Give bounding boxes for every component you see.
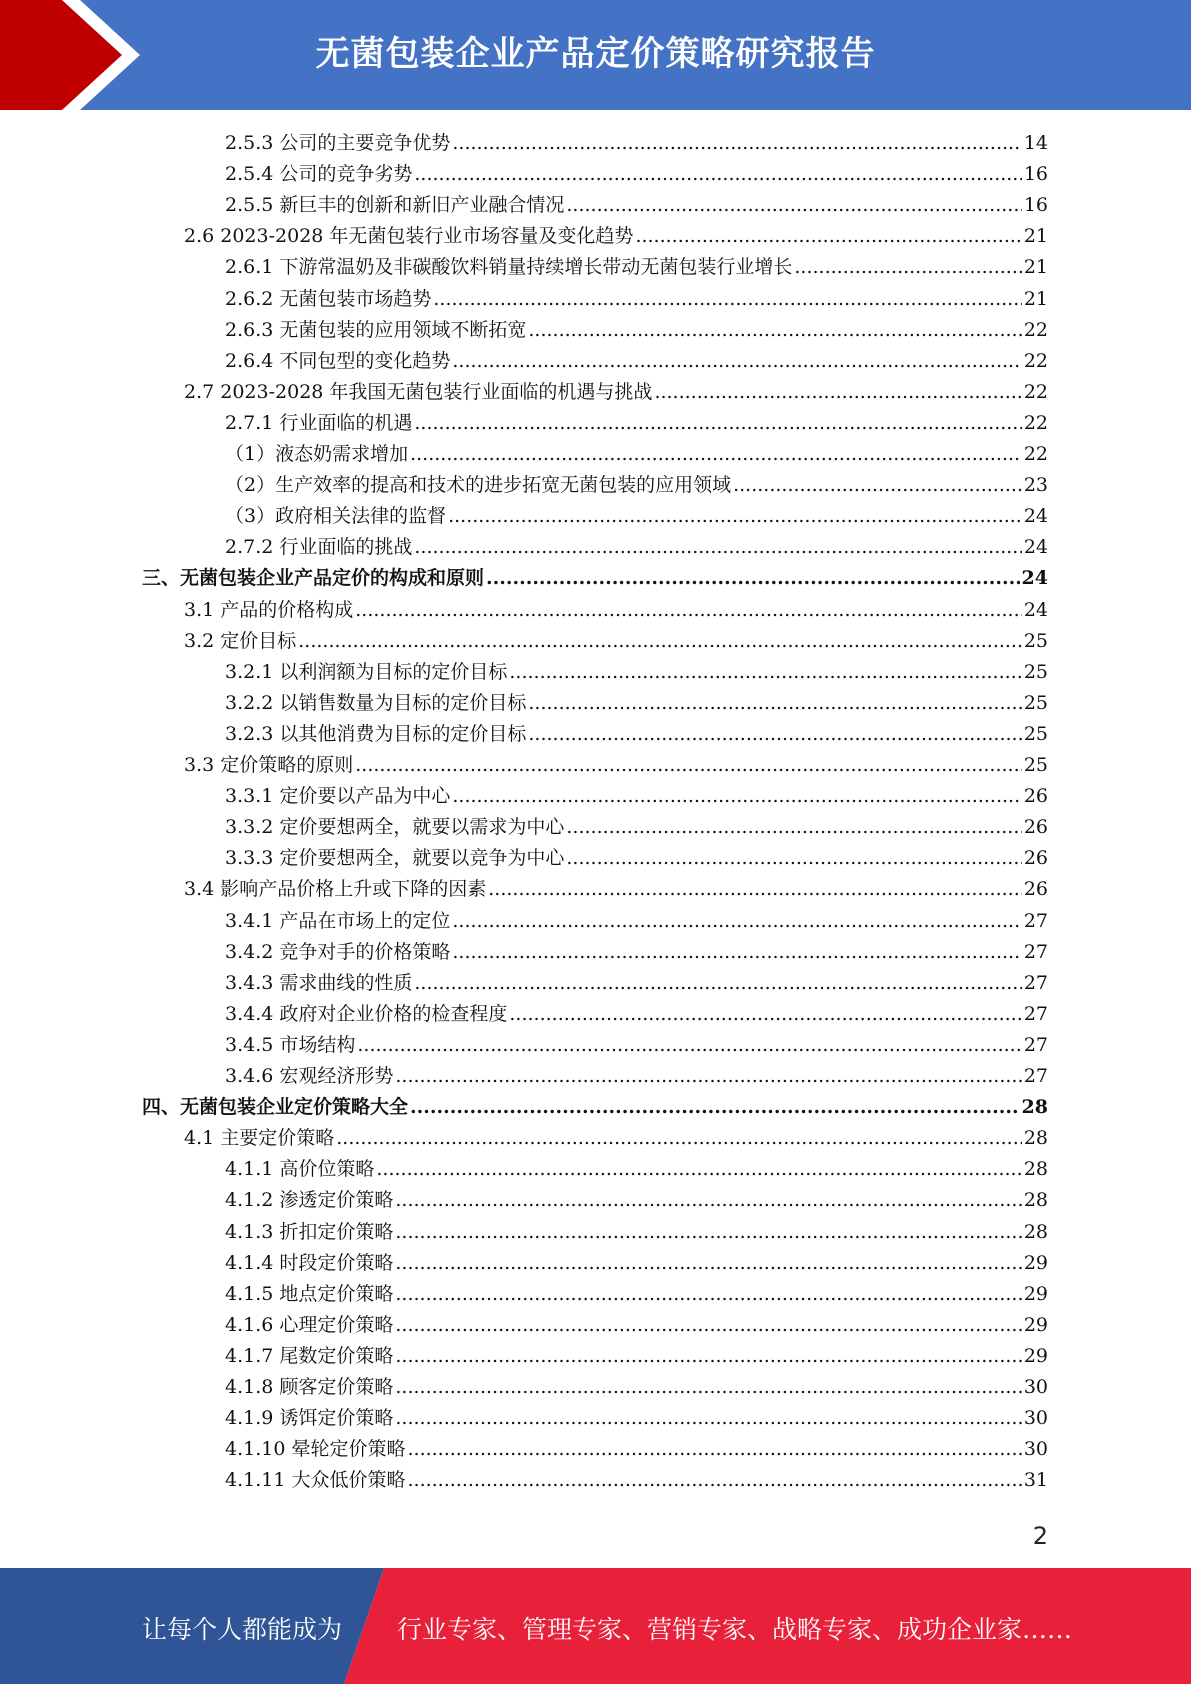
toc-entry[interactable] xyxy=(225,1185,1048,1216)
toc-entry-page: 29 xyxy=(1023,1313,1048,1336)
toc-entry-page: 16 xyxy=(1023,194,1048,217)
toc-entry-title: 2.6 2023-2028 年无菌包装行业市场容量及变化趋势 xyxy=(184,225,634,248)
toc-entry-title: 4.1 主要定价策略 xyxy=(184,1127,335,1150)
toc-entry-page: 28 xyxy=(1023,1189,1048,1212)
toc-entry-page: 30 xyxy=(1023,1407,1048,1430)
toc-entry-title: 3.2.2 以销售数量为目标的定价目标 xyxy=(225,691,527,714)
toc-dot-leader xyxy=(414,408,1021,439)
toc-entry-page: 25 xyxy=(1023,629,1048,652)
toc-entry[interactable] xyxy=(184,750,1048,781)
toc-entry[interactable] xyxy=(225,1465,1048,1496)
toc-entry[interactable] xyxy=(225,1403,1048,1434)
toc-entry[interactable] xyxy=(225,1279,1048,1310)
toc-dot-leader xyxy=(414,159,1021,190)
toc-entry[interactable] xyxy=(225,470,1048,501)
toc-entry[interactable] xyxy=(225,781,1048,812)
toc-dot-leader xyxy=(509,657,1021,688)
toc-dot-leader xyxy=(336,1123,1022,1154)
toc-entry-title: 4.1.7 尾数定价策略 xyxy=(225,1344,394,1367)
toc-entry[interactable] xyxy=(142,563,1048,594)
toc-entry-title: 2.5.3 公司的主要竞争优势 xyxy=(225,132,451,154)
toc-entry-title: 4.1.8 顾客定价策略 xyxy=(225,1376,394,1398)
toc-entry-page: 22 xyxy=(1023,380,1048,403)
toc-entry-title: 4.1.6 心理定价策略 xyxy=(225,1313,394,1336)
toc-entry-page: 27 xyxy=(1023,909,1048,932)
toc-entry[interactable] xyxy=(184,595,1048,626)
toc-entry[interactable] xyxy=(225,284,1048,315)
toc-entry-title: 3.4.6 宏观经济形势 xyxy=(225,1065,394,1087)
toc-dot-leader xyxy=(395,1341,1021,1372)
toc-entry-title: 2.6.1 下游常温奶及非碳酸饮料销量持续增长带动无菌包装行业增长 xyxy=(225,256,793,279)
toc-entry-page: 21 xyxy=(1023,287,1048,310)
toc-entry-title: 4.1.11 大众低价策略 xyxy=(225,1469,406,1492)
toc-dot-leader xyxy=(357,1030,1021,1061)
toc-entry[interactable] xyxy=(225,906,1048,937)
toc-entry[interactable] xyxy=(225,843,1048,874)
toc-entry[interactable] xyxy=(142,1092,1048,1123)
page-number: 2 xyxy=(1032,1522,1048,1550)
toc-entry-page: 25 xyxy=(1023,660,1048,683)
toc-entry-title: 3.4 影响产品价格上升或下降的因素 xyxy=(184,878,487,901)
toc-entry-page: 30 xyxy=(1023,1376,1048,1398)
toc-entry-page: 29 xyxy=(1023,1282,1048,1305)
report-title: 无菌包装企业产品定价策略研究报告 xyxy=(315,34,876,74)
toc-entry-page: 29 xyxy=(1023,1344,1048,1367)
toc-entry-title: 4.1.1 高价位策略 xyxy=(225,1158,375,1181)
toc-entry-page: 25 xyxy=(1023,754,1048,776)
toc-entry[interactable] xyxy=(225,252,1048,283)
toc-dot-leader xyxy=(410,1092,1020,1123)
toc-dot-leader xyxy=(395,1185,1021,1216)
toc-entry-title: （3）政府相关法律的监督 xyxy=(225,505,447,528)
toc-dot-leader xyxy=(486,563,1020,594)
toc-entry-page: 22 xyxy=(1023,318,1048,341)
toc-entry-page: 27 xyxy=(1023,1002,1048,1025)
toc-dot-leader xyxy=(298,626,1022,657)
toc-entry-title: 4.1.9 诱饵定价策略 xyxy=(225,1407,394,1430)
toc-dot-leader xyxy=(410,439,1022,470)
toc-entry-title: 3.1 产品的价格构成 xyxy=(184,598,354,621)
toc-dot-leader xyxy=(635,221,1021,252)
toc-entry-title: 3.4.3 需求曲线的性质 xyxy=(225,971,413,994)
toc-dot-leader xyxy=(452,937,1021,968)
toc-entry-title: 3.2 定价目标 xyxy=(184,629,297,652)
toc-dot-leader xyxy=(566,812,1021,843)
toc-entry[interactable] xyxy=(184,221,1048,252)
toc-entry[interactable] xyxy=(225,688,1048,719)
toc-dot-leader xyxy=(376,1154,1021,1185)
toc-entry-page: 28 xyxy=(1023,1158,1048,1181)
toc-entry-title: 2.7.1 行业面临的机遇 xyxy=(225,411,413,434)
toc-entry-page: 28 xyxy=(1021,1096,1048,1119)
toc-entry[interactable] xyxy=(225,159,1048,190)
toc-entry-title: 4.1.10 晕轮定价策略 xyxy=(225,1438,406,1461)
toc-entry-title: （1）液态奶需求增加 xyxy=(225,443,409,465)
toc-entry[interactable] xyxy=(225,1434,1048,1465)
toc-entry-page: 23 xyxy=(1023,474,1048,497)
toc-dot-leader xyxy=(794,252,1021,283)
toc-entry[interactable] xyxy=(225,346,1048,377)
toc-dot-leader xyxy=(414,968,1021,999)
toc-dot-leader xyxy=(488,874,1022,905)
toc-entry-page: 27 xyxy=(1023,1065,1048,1087)
toc-entry-page: 25 xyxy=(1023,691,1048,714)
toc-entry[interactable] xyxy=(225,1217,1048,1248)
toc-entry-title: 4.1.5 地点定价策略 xyxy=(225,1282,394,1305)
toc-entry-page: 22 xyxy=(1023,349,1048,372)
toc-entry-page: 24 xyxy=(1023,536,1048,559)
toc-entry-page: 24 xyxy=(1021,567,1048,590)
toc-entry-title: 2.7 2023-2028 年我国无菌包装行业面临的机遇与挑战 xyxy=(184,380,653,403)
toc-entry[interactable] xyxy=(225,719,1048,750)
page-footer xyxy=(0,1568,1191,1684)
toc-entry-page: 16 xyxy=(1023,163,1048,186)
toc-entry-page: 30 xyxy=(1023,1438,1048,1461)
toc-entry[interactable] xyxy=(225,1248,1048,1279)
toc-entry[interactable] xyxy=(225,968,1048,999)
toc-entry[interactable] xyxy=(184,377,1048,408)
toc-entry[interactable] xyxy=(225,532,1048,563)
toc-dot-leader xyxy=(566,843,1021,874)
toc-entry-page: 25 xyxy=(1023,722,1048,745)
toc-entry[interactable] xyxy=(225,1341,1048,1372)
toc-entry[interactable] xyxy=(225,190,1048,221)
toc-entry-title: 2.5.4 公司的竞争劣势 xyxy=(225,163,413,186)
toc-entry[interactable] xyxy=(225,1030,1048,1061)
toc-entry-title: 2.7.2 行业面临的挑战 xyxy=(225,536,413,559)
toc-entry-title: 四、无菌包装企业定价策略大全 xyxy=(142,1096,409,1119)
toc-entry-title: 4.1.2 渗透定价策略 xyxy=(225,1189,394,1212)
toc-entry-title: 3.3.2 定价要想两全，就要以需求为中心 xyxy=(225,816,565,839)
toc-dot-leader xyxy=(452,128,1021,159)
toc-entry-title: 4.1.3 折扣定价策略 xyxy=(225,1220,394,1243)
toc-entry-title: 2.6.4 不同包型的变化趋势 xyxy=(225,349,451,372)
toc-dot-leader xyxy=(395,1372,1021,1403)
toc-entry-title: 3.3.1 定价要以产品为中心 xyxy=(225,785,451,808)
toc-entry-title: （2）生产效率的提高和技术的进步拓宽无菌包装的应用领域 xyxy=(225,474,732,497)
toc-entry-page: 26 xyxy=(1023,816,1048,839)
toc-dot-leader xyxy=(414,532,1021,563)
toc-dot-leader xyxy=(407,1465,1021,1496)
toc-dot-leader xyxy=(355,595,1022,626)
toc-entry[interactable] xyxy=(225,1061,1048,1092)
toc-entry[interactable] xyxy=(225,408,1048,439)
toc-dot-leader xyxy=(528,719,1021,750)
toc-entry-title: 3.4.1 产品在市场上的定位 xyxy=(225,909,451,932)
toc-entry[interactable] xyxy=(225,501,1048,532)
toc-entry-page: 24 xyxy=(1023,598,1048,621)
toc-entry[interactable] xyxy=(225,937,1048,968)
toc-entry-title: 3.2.3 以其他消费为目标的定价目标 xyxy=(225,722,527,745)
toc-dot-leader xyxy=(395,1310,1021,1341)
toc-entry[interactable] xyxy=(225,1310,1048,1341)
toc-entry-page: 29 xyxy=(1023,1251,1048,1274)
toc-dot-leader xyxy=(509,999,1021,1030)
toc-entry-page: 31 xyxy=(1023,1469,1048,1492)
toc-entry-page: 28 xyxy=(1023,1220,1048,1243)
toc-entry[interactable] xyxy=(225,812,1048,843)
toc-dot-leader xyxy=(355,750,1022,781)
toc-dot-leader xyxy=(452,346,1021,377)
toc-dot-leader xyxy=(395,1279,1021,1310)
toc-entry[interactable] xyxy=(184,626,1048,657)
footer-slogan-right: 行业专家、管理专家、营销专家、战略专家、成功企业家…… xyxy=(397,1615,1073,1644)
toc-entry-page: 26 xyxy=(1023,847,1048,870)
page-header xyxy=(0,0,1191,110)
toc-dot-leader xyxy=(528,688,1021,719)
toc-entry[interactable] xyxy=(225,315,1048,346)
toc-entry-page: 27 xyxy=(1023,1033,1048,1056)
toc-entry-title: 3.3.3 定价要想两全，就要以竞争为中心 xyxy=(225,847,565,870)
toc-dot-leader xyxy=(407,1434,1021,1465)
toc-dot-leader xyxy=(452,781,1021,812)
toc-entry-page: 22 xyxy=(1023,443,1048,465)
toc-dot-leader xyxy=(448,501,1022,532)
toc-entry[interactable] xyxy=(184,1123,1048,1154)
toc-entry-title: 3.4.4 政府对企业价格的检查程度 xyxy=(225,1002,508,1025)
toc-entry-title: 3.4.5 市场结构 xyxy=(225,1033,356,1056)
toc-entry-page: 24 xyxy=(1023,505,1048,528)
toc-dot-leader xyxy=(452,906,1021,937)
toc-entry-page: 26 xyxy=(1023,785,1048,808)
toc-entry-title: 2.5.5 新巨丰的创新和新旧产业融合情况 xyxy=(225,194,565,217)
toc-entry-title: 3.3 定价策略的原则 xyxy=(184,754,354,776)
toc-dot-leader xyxy=(566,190,1021,221)
toc-dot-leader xyxy=(395,1248,1021,1279)
toc-entry[interactable] xyxy=(225,1372,1048,1403)
toc-dot-leader xyxy=(395,1061,1021,1092)
toc-dot-leader xyxy=(733,470,1022,501)
toc-entry-page: 27 xyxy=(1023,971,1048,994)
toc-dot-leader xyxy=(433,284,1021,315)
toc-entry-page: 28 xyxy=(1023,1127,1048,1150)
toc-dot-leader xyxy=(654,377,1021,408)
toc-entry[interactable] xyxy=(225,128,1048,159)
toc-entry-title: 3.2.1 以利润额为目标的定价目标 xyxy=(225,660,508,683)
toc-entry-page: 22 xyxy=(1023,411,1048,434)
toc-entry-page: 21 xyxy=(1023,225,1048,248)
toc-entry[interactable] xyxy=(225,1154,1048,1185)
toc-entry[interactable] xyxy=(225,439,1048,470)
toc-entry-title: 4.1.4 时段定价策略 xyxy=(225,1251,394,1274)
toc-entry-title: 三、无菌包装企业产品定价的构成和原则 xyxy=(142,567,485,590)
toc-entry-title: 3.4.2 竞争对手的价格策略 xyxy=(225,940,451,963)
toc-entry[interactable] xyxy=(184,874,1048,905)
toc-entry[interactable] xyxy=(225,999,1048,1030)
toc-dot-leader xyxy=(395,1217,1021,1248)
toc-entry-title: 2.6.2 无菌包装市场趋势 xyxy=(225,287,432,310)
toc-dot-leader xyxy=(528,315,1021,346)
footer-slogan-left: 让每个人都能成为 xyxy=(142,1615,343,1644)
toc-entry-page: 21 xyxy=(1023,256,1048,279)
toc-dot-leader xyxy=(395,1403,1021,1434)
toc-entry-title: 2.6.3 无菌包装的应用领域不断拓宽 xyxy=(225,318,527,341)
toc-entry-page: 14 xyxy=(1023,132,1048,154)
toc-entry-page: 26 xyxy=(1023,878,1048,901)
toc-entry-page: 27 xyxy=(1023,940,1048,963)
toc-entry[interactable] xyxy=(225,657,1048,688)
